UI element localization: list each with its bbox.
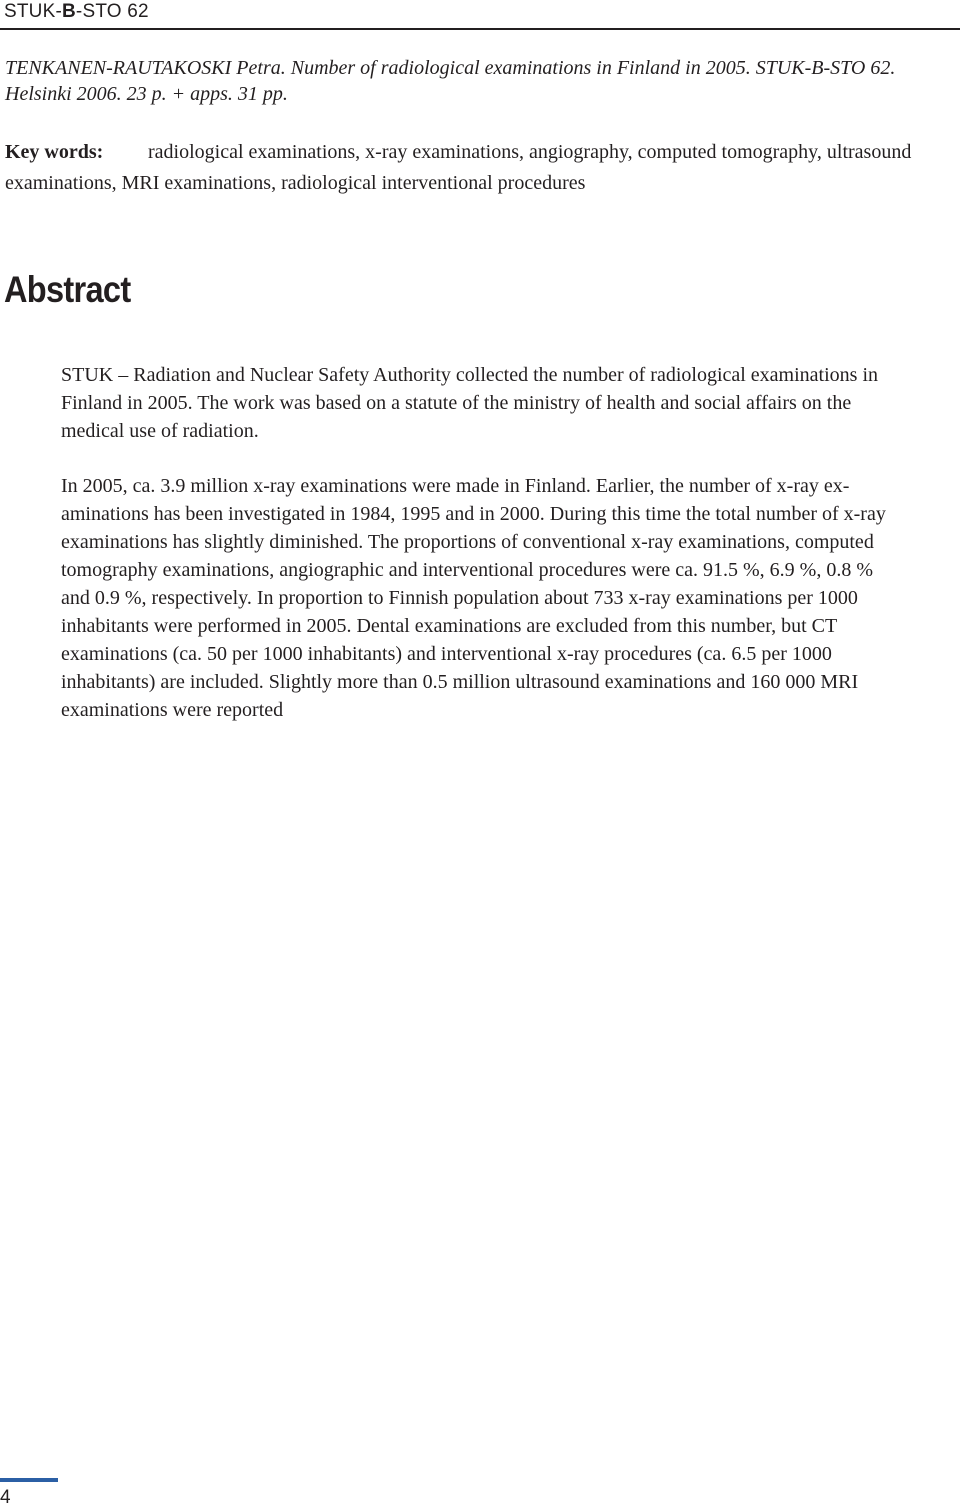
footer-accent-bar	[0, 1478, 58, 1482]
series-bold-letter: B	[62, 1, 76, 22]
report-series-label	[4, 1, 149, 23]
page-number: 4	[0, 1487, 11, 1508]
header-rule	[0, 28, 960, 30]
abstract-paragraph-2: In 2005, ca. 3.9 million x-ray examinations were made in Finland. Earlier, the number of x-ray ex-aminations has been investigated in 1984, 1995 and in 2000. During this time the total number of x-ray examinations has slightly diminished. The proportions of conventional x-ray examinations, computed tomography examinations, angiographic and interventional procedures were ca. 91.5 %, 6.9 %, 0.8 % and 0.9 %, respectively. In proportion to Finnish population about 733 x-ray examinations per 1000 inhabitants were performed in 2005. Dental examinations are excluded from this number, but CT examinations (ca. 50 per 1000 inhabitants) and interventional x-ray procedures (ca. 6.5 per 1000 inhabitants) are included. Slightly more than 0.5 million ultrasound examinations and 160 000 MRI examinations were reported	[61, 475, 886, 721]
abstract-paragraph-1: STUK – Radiation and Nuclear Safety Authority collected the number of radiological examinations in Finland in 2005. The work was based on a statute of the ministry of health and social affairs on the medical use of radiation.	[61, 364, 879, 442]
bibliographic-citation: TENKANEN-RAUTAKOSKI Petra. Number of radiological examinations in Finland in 2005. STUK-B-STO 62. Helsinki 2006. 23 p. + apps. 31 pp.	[5, 57, 896, 105]
series-prefix: STUK-	[4, 1, 62, 22]
page-header	[0, 0, 960, 30]
abstract-heading: Abstract	[4, 269, 131, 310]
keywords-text: radiological examinations, x-ray examinations, angiography, computed tomography, ultrasound examinations, MRI examinations, radiological interventional procedures	[5, 141, 912, 194]
series-suffix: -STO 62	[75, 1, 149, 22]
keywords-block	[5, 137, 955, 199]
keywords-label: Key words:	[5, 141, 104, 163]
abstract-body	[61, 361, 906, 751]
